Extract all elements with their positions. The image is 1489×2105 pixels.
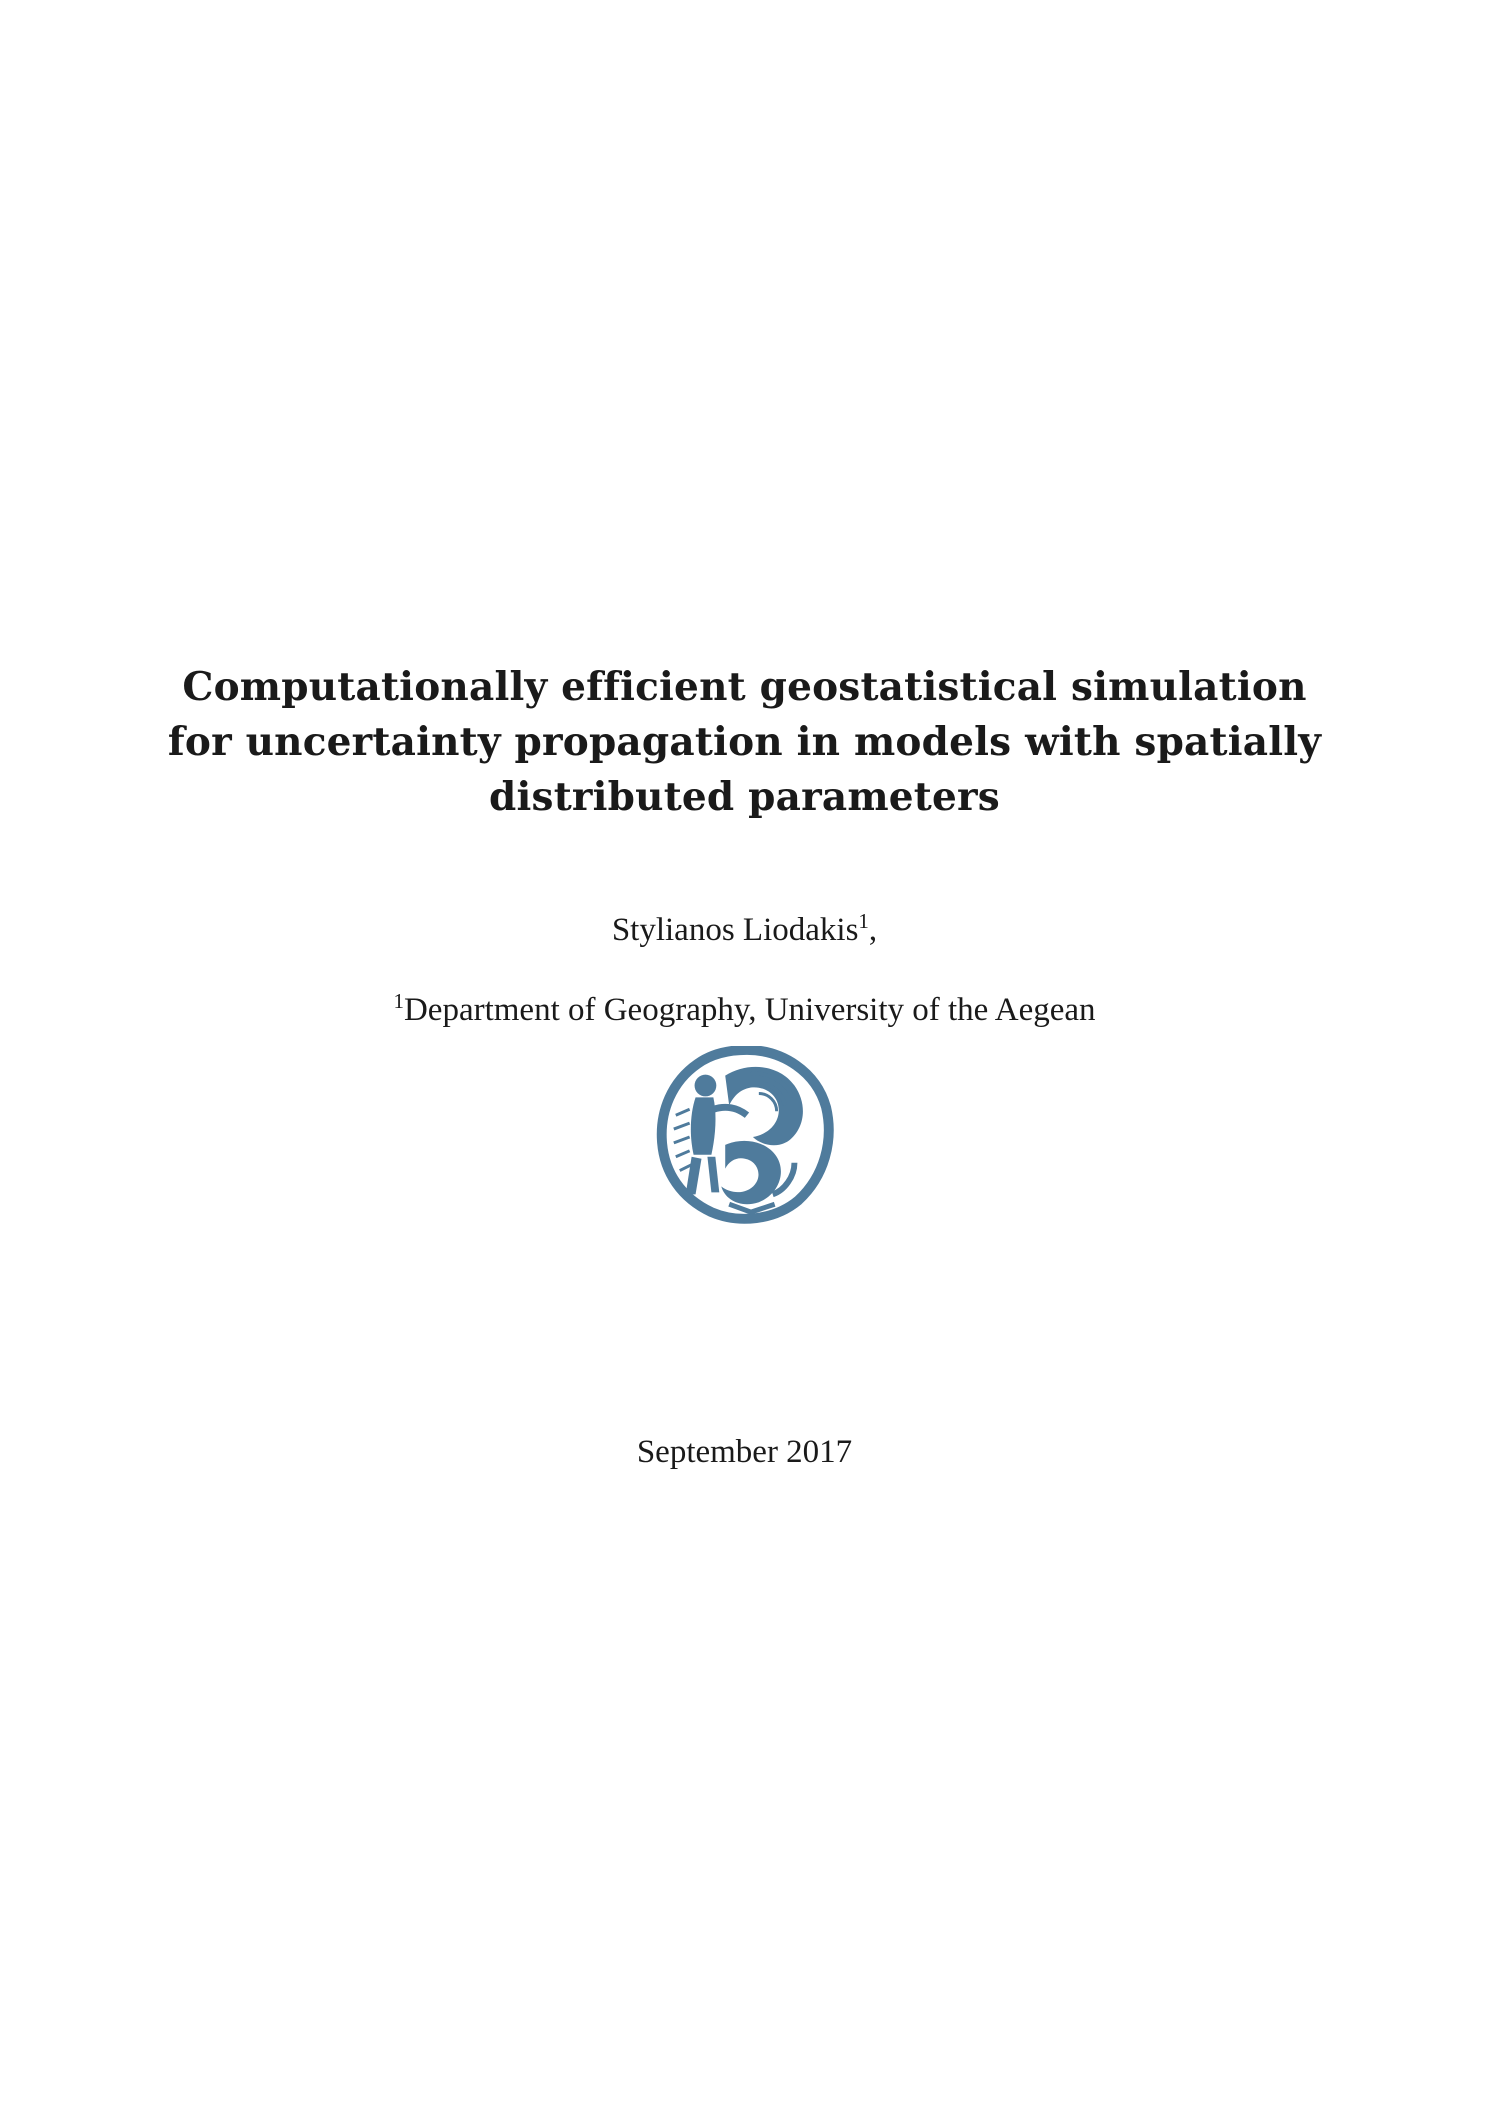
paper-title (0, 660, 1489, 825)
title-line: for uncertainty propagation in models with spatially (167, 719, 1322, 765)
affiliation-text: Department of Geography, University of the Aegean (403, 992, 1096, 1028)
author-affiliation-mark: 1 (858, 909, 869, 933)
university-seal-logo (656, 1046, 834, 1224)
title-line: distributed parameters (489, 774, 1000, 820)
publication-date: September 2017 (636, 1434, 853, 1470)
author-name: Stylianos Liodakis (611, 912, 859, 948)
affiliation-mark: 1 (393, 989, 404, 1013)
title-line: Computationally efficient geostatistical simulation (182, 664, 1307, 710)
author-line (0, 910, 1489, 950)
author-separator: , (868, 912, 878, 948)
affiliation-line (0, 990, 1489, 1030)
